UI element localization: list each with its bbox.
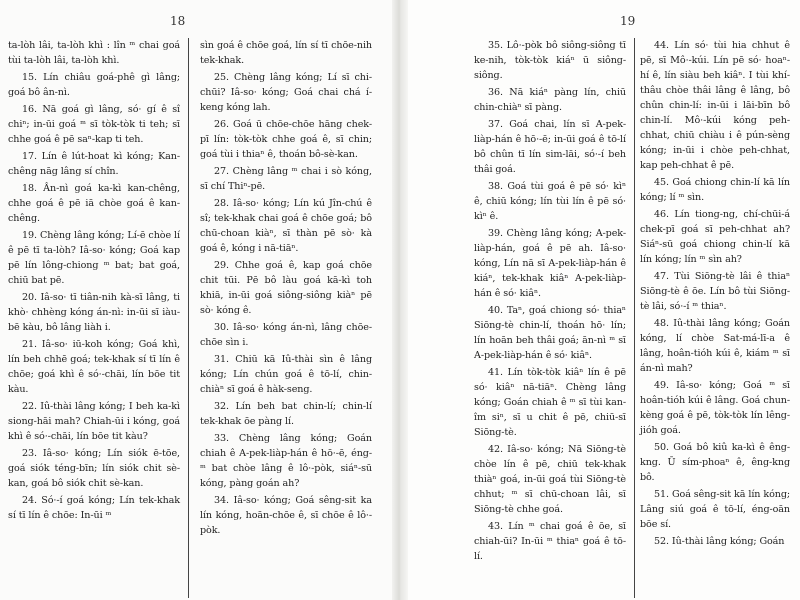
column-divider [188, 38, 189, 598]
verse-paragraph: 46. Lín tiong-ng, chí-chūi-á chek-pī goá sī peh-chhat ah? Siáⁿ-sū goá chiong chin-lí kā lín kóng; lín ᵐ sìn ah? [640, 209, 790, 265]
verse-paragraph: 23. Iâ-so· kóng; Lín siók ē-tōe, goá siók téng-bīn; lín siók chit sè-kan, goá bô siók chit sè-kan. [8, 448, 180, 489]
verse-paragraph: sìn goá ê chōe goá, lín sí tī chōe-nih tek-khak. [200, 40, 372, 66]
verse-paragraph: ta-lòh lâi, ta-lòh khì : lîn ᵐ chai goá tùi ta-lòh lâi, ta-lòh khì. [8, 40, 180, 66]
verse-paragraph: 24. Só·-í goá kóng; Lín tek-khak sí tī lín ê chōe: In-ūi ᵐ [8, 495, 180, 521]
verse-paragraph: 26. Goá ū chōe-chōe hāng chek-pī lín: tòk-tòk chhe goá ê, sī chin; goá tùi i thiaⁿ ê, thoán bô-sè-kan. [200, 119, 372, 160]
verse-paragraph: 47. Tùi Siōng-tè lâi ê thiaⁿ Siōng-tè ê ōe. Lín bô tùi Siōng-tè lâi, só·-í ᵐ thiaⁿ. [640, 271, 790, 312]
verse-paragraph: 19. Chèng lâng kóng; Lí-ē chòe lí ê pē tī ta-lòh? Iâ-so· kóng; Goá kap pē lín lông-chiong ᵐ bat; bat goá, chiū bat pē. [8, 230, 180, 286]
page-number: 19 [620, 14, 636, 28]
verse-paragraph: 27. Chèng lâng ᵐ chai i sò kóng, sī chí Thiⁿ-pē. [200, 166, 372, 192]
verse-paragraph: 21. Iâ-so· iū-koh kóng; Goá khì, lín beh chhē goá; tek-khak sí tī lín ê chōe; goá khì ê só·-chāi, lín bōe tit kàu. [8, 339, 180, 395]
verse-paragraph: 44. Lín só· tùi hia chhut ê pē, sī Mô·-kúi. Lín pē só· hoaⁿ-hí ê, lín siàu beh kiâⁿ. I tùi khí-thâu chòe thâi lâng ê lâng, bô chûn chin-lí: in-ūi i lāi-bīn bô chin-lí. Mô·-kúi kóng peh-chhat, chiū chiàu i ê pún-sèng kóng; in-ūi i chòe peh-chhat, kap peh-chhat ê pē. [640, 40, 790, 171]
verse-paragraph: 48. Iû-thài lâng kóng; Goán kóng, lí chòe Sat-má-lī-a ê lâng, hoân-tióh kúi ê, kiám ᵐ sī án-nì mah? [640, 318, 790, 374]
text-column-left [474, 38, 626, 566]
verse-paragraph: 22. Iû-thài lâng kóng; I beh ka-kì siong-hāi mah? Chiah-ūi i kóng, goá khì ê só·-chāi, lín bōe tit kàu? [8, 401, 180, 442]
left-page [0, 0, 392, 600]
right-page [408, 0, 800, 600]
text-column-right [200, 38, 372, 540]
verse-paragraph: 49. Iâ-so· kóng; Goá ᵐ sī hoân-tióh kúi ê lâng. Goá chun-kèng goá ê pē, tòk-tòk lín lêng-jióh goá. [640, 380, 790, 436]
verse-paragraph: 50. Goá bô kiû ka-kì ê êng-kng. Ū sím-phoaⁿ ê, êng-kng bô. [640, 442, 790, 483]
book-gutter [392, 0, 408, 600]
verse-paragraph: 32. Lín beh bat chin-lí; chin-lí tek-khak ōe pàng lí. [200, 401, 372, 427]
verse-paragraph: 42. Iâ-so· kóng; Nā Siōng-tè chòe lín ê pē, chiū tek-khak thiàⁿ goá, in-ūi goá tùi Siōng-tè chhut; ᵐ sī chū-choan lâi, sī Siōng-tè chhe goá. [474, 444, 626, 515]
verse-paragraph: 40. Taⁿ, goá chiong só· thiaⁿ Siōng-tè chin-lí, thoán hō· lín; lín hoān beh thâi goá; ān-nì ᵐ sī A-pek-liàp-hán ê só· kiâⁿ. [474, 305, 626, 361]
column-divider [634, 38, 635, 598]
verse-paragraph: 17. Lín ê lút-hoat kì kóng; Kan-chêng nāg lâng sí chîn. [8, 151, 180, 177]
verse-paragraph: 15. Lín chiâu goá-phê gì lâng; goá bô ân-nì. [8, 72, 180, 98]
verse-paragraph: 34. Iâ-so· kóng; Goá sêng-sit ka lín kóng, hoān-chōe ê, sī chōe ê lô·-pòk. [200, 495, 372, 536]
verse-paragraph: 45. Goá chiong chin-lí kā lín kóng; lí ᵐ sìn. [640, 177, 790, 203]
verse-paragraph: 30. Iâ-so· kóng án-nì, lâng chōe-chōe sìn i. [200, 322, 372, 348]
verse-paragraph: 18. Ân-nì goá ka-kì kan-chêng, chhe goá ê pē iā chòe goá ê kan-chêng. [8, 183, 180, 224]
verse-paragraph: 41. Lín tòk-tòk kiâⁿ lín ê pē só· kiâⁿ nā-tiāⁿ. Chèng lâng kóng; Goán chiah ê ᵐ sī tùi kan-îm siⁿ, sī u chit ê pē, chiū-sī Siōng-tè. [474, 367, 626, 438]
verse-paragraph: 20. Iâ-so· tī tiân-nih kà-sī lâng, ti khò· chhèng kóng án-nì: in-ūi sī iàu-bē kàu, bô lâng liàh i. [8, 292, 180, 333]
verse-paragraph: 52. Iû-thài lâng kóng; Goán [654, 536, 785, 547]
verse-paragraph: 25. Chèng lâng kóng; Lí sī chi-chūi? Iâ-so· kóng; Goá chai chá í-keng kóng lah. [200, 72, 372, 113]
text-column-left [8, 38, 180, 525]
verse-paragraph: 16. Nā goá gì lâng, só· gí ê sî chiⁿ; in-ūi goá ᵐ sī tòk-tòk ti teh; sī chhe goá ê pē saⁿ-kap ti teh. [8, 104, 180, 145]
verse-paragraph: 43. Lín ᵐ chai goá ê ōe, sī chiah-ūi? In-ūi ᵐ thiaⁿ goá ê tō-lí. [474, 521, 626, 562]
verse-paragraph: 37. Goá chai, lín sī A-pek-liàp-hán ê hō·-ē; in-ūi goá ê tō-lí bô chûn tī lín sim-lāi, só·-í beh thâi goá. [474, 119, 626, 175]
page-number: 18 [170, 14, 186, 28]
verse-paragraph: 28. Iâ-so· kóng; Lín kú Jîn-chú ê sî; tek-khak chai goá ê chōe goá; bô chū-choan kiàⁿ, sī thàn pē sò· kà goá ê, kóng i nā-tiāⁿ. [200, 198, 372, 254]
verse-paragraph: 31. Chiū kā Iû-thài sìn ê lâng kóng; Lín chún goá ê tō-lí, chin-chiàⁿ sī goá ê hàk-seng. [200, 354, 372, 395]
verse-paragraph: 51. Goá sêng-sit kā lín kóng; Lâng siú goá ê tō-lí, éng-oān bōe sí. [640, 489, 790, 530]
verse-paragraph: 35. Lô·-pòk bô siông-siông tī ke-nih, tòk-tòk kiáⁿ ū siông-siông. [474, 40, 626, 81]
verse-paragraph: 33. Chèng lâng kóng; Goán chiah ê A-pek-liàp-hán ê hō·-ē, éng-ᵐ bat chòe lâng ê lô·-pòk, siáⁿ-sū kóng, pàng goán ah? [200, 433, 372, 489]
verse-paragraph: 39. Chèng lâng kóng; A-pek-liàp-hán, goá ê pē ah. Iâ-so· kóng, Lín nā sī A-pek-liàp-hán ê kiáⁿ, tek-khak kiâⁿ A-pek-liàp-hán ê só· kiâⁿ. [474, 228, 626, 299]
verse-paragraph: 29. Chhe goá ê, kap goá chōe chit tūi. Pē bô làu goá kā-kì toh khiā, in-ūi goá siông-siông kiàⁿ pē sò· kóng ê. [200, 260, 372, 316]
text-column-right [640, 38, 790, 551]
verse-paragraph: 38. Goá tùi goá ê pē só· kìⁿ ê, chiū kóng; lín tùi lín ê pē só· kìⁿ ê. [474, 181, 626, 222]
verse-paragraph: 36. Nā kiáⁿ pàng lín, chiū chin-chiàⁿ sī pàng. [474, 87, 626, 113]
